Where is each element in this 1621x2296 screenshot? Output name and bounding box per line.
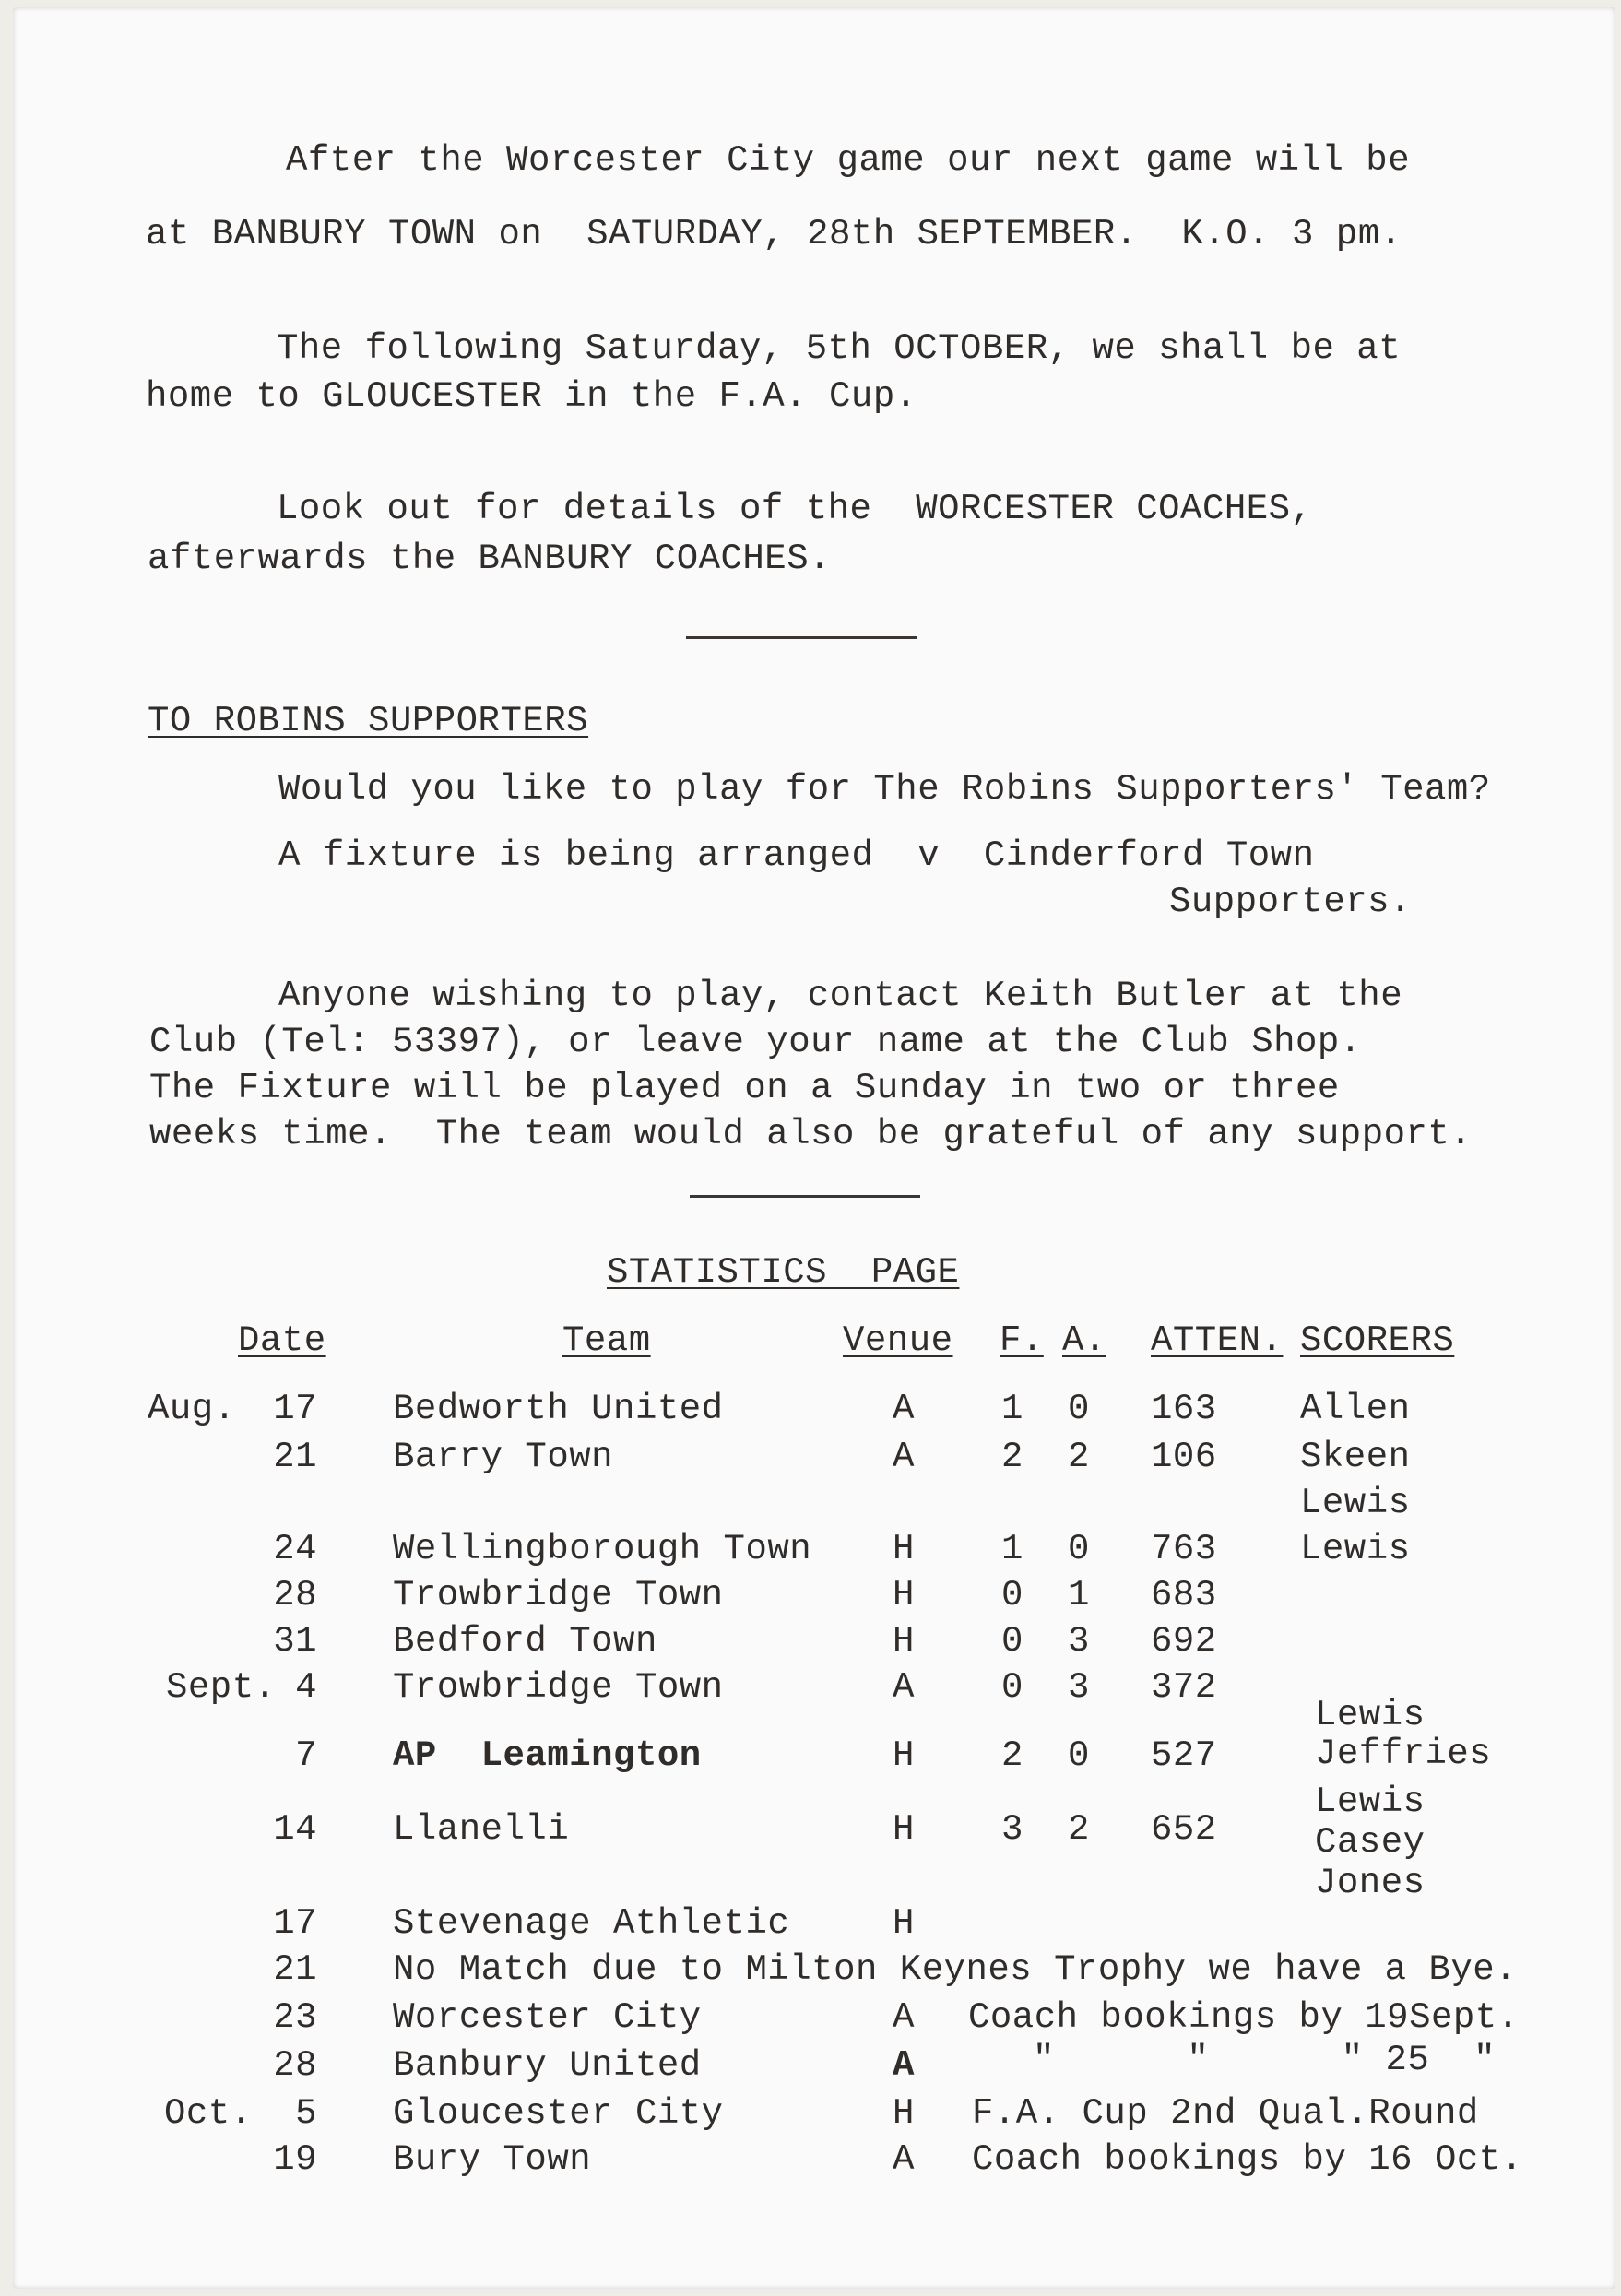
fixture-line-2: Supporters.: [1169, 882, 1412, 922]
row-team: Trowbridge Town: [393, 1575, 724, 1615]
intro-line-3: The following Saturday, 5th OCTOBER, we shall be at: [277, 328, 1402, 369]
intro-line-6: afterwards the BANBURY COACHES.: [148, 538, 832, 579]
row-day: 17: [273, 1389, 317, 1429]
row-attendance: 163: [1151, 1389, 1217, 1429]
row-team: Worcester City: [393, 1997, 702, 2038]
row-scorer: Lewis: [1315, 1695, 1426, 1735]
row-team: Bury Town: [393, 2139, 592, 2180]
row-scorer: Jones: [1315, 1863, 1426, 1903]
row-for: 0: [1001, 1575, 1023, 1615]
row-day: 17: [273, 1903, 317, 1944]
row-venue: H: [893, 1529, 915, 1569]
row-team: Wellingborough Town: [393, 1529, 812, 1569]
header-venue: Venue: [843, 1320, 953, 1361]
row-team: Trowbridge Town: [393, 1667, 724, 1708]
row-venue: A: [893, 1997, 915, 2038]
row-team: No Match due to Milton Keynes Trophy we have a Bye.: [393, 1949, 1518, 1990]
row-scorer: Skeen: [1300, 1437, 1411, 1477]
row-note: F.A. Cup 2nd Qual.Round: [972, 2093, 1479, 2134]
intro-line-1: After the Worcester City game our next game will be: [286, 140, 1411, 181]
row-attendance: 652: [1151, 1809, 1217, 1850]
row-for: 0: [1001, 1621, 1023, 1662]
intro-line-5: Look out for details of the WORCESTER COACHES,: [277, 489, 1313, 529]
row-scorer: Casey: [1315, 1822, 1426, 1863]
row-venue: H: [893, 1735, 915, 1776]
row-venue: A: [893, 2045, 915, 2086]
supporters-question: Would you like to play for The Robins Supporters' Team?: [278, 769, 1491, 810]
row-scorer: Allen: [1300, 1389, 1411, 1429]
row-month: Sept.: [166, 1667, 277, 1708]
row-team: Llanelli: [393, 1809, 570, 1850]
row-day: 24: [273, 1529, 317, 1569]
intro-line-2: at BANBURY TOWN on SATURDAY, 28th SEPTEMBER. K.O. 3 pm.: [146, 214, 1402, 254]
row-against: 1: [1068, 1575, 1090, 1615]
header-scorers: SCORERS: [1300, 1320, 1455, 1361]
row-note: Coach bookings by 16 Oct.: [972, 2139, 1523, 2180]
statistics-title: STATISTICS PAGE: [607, 1252, 960, 1293]
supporters-para-3: The Fixture will be played on a Sunday in two or three: [149, 1068, 1340, 1108]
header-date: Date: [238, 1320, 326, 1361]
divider-1: [686, 636, 917, 639]
row-venue: H: [893, 1575, 915, 1615]
row-scorer: Lewis: [1300, 1483, 1411, 1523]
row-scorer: Jeffries: [1315, 1734, 1492, 1774]
row-for: 1: [1001, 1389, 1023, 1429]
row-day: 7: [295, 1735, 317, 1776]
fixture-line-1: A fixture is being arranged v Cinderford Town: [278, 835, 1315, 876]
row-day: 21: [273, 1949, 317, 1990]
row-team: Stevenage Athletic: [393, 1903, 790, 1944]
row-team: Gloucester City: [393, 2093, 724, 2134]
row-team: Banbury United: [393, 2045, 702, 2086]
row-day: 21: [273, 1437, 317, 1477]
supporters-para-1: Anyone wishing to play, contact Keith Butler at the: [278, 976, 1403, 1016]
row-month: Aug.: [148, 1389, 236, 1429]
row-day: 28: [273, 1575, 317, 1615]
header-against: A.: [1062, 1320, 1106, 1361]
row-month: Oct.: [164, 2093, 253, 2134]
row-against: 3: [1068, 1667, 1090, 1708]
row-team: Bedworth United: [393, 1389, 724, 1429]
row-against: 2: [1068, 1437, 1090, 1477]
row-venue: H: [893, 1621, 915, 1662]
row-venue: H: [893, 1809, 915, 1850]
row-attendance: 763: [1151, 1529, 1217, 1569]
row-day: 4: [295, 1667, 317, 1708]
row-venue: A: [893, 1667, 915, 1708]
row-attendance: 106: [1151, 1437, 1217, 1477]
row-day: 23: [273, 1997, 317, 2038]
header-team: Team: [562, 1320, 651, 1361]
supporters-para-4: weeks time. The team would also be grateful of any support.: [149, 1114, 1473, 1154]
row-venue: H: [893, 2093, 915, 2134]
row-against: 0: [1068, 1529, 1090, 1569]
row-note: " " " 25 ": [1033, 2040, 1496, 2080]
row-venue: H: [893, 1903, 915, 1944]
row-for: 2: [1001, 1735, 1023, 1776]
row-venue: A: [893, 1437, 915, 1477]
row-team: Bedford Town: [393, 1621, 657, 1662]
header-for: F.: [1000, 1320, 1044, 1361]
row-against: 3: [1068, 1621, 1090, 1662]
row-attendance: 692: [1151, 1621, 1217, 1662]
row-day: 14: [273, 1809, 317, 1850]
divider-2: [690, 1195, 920, 1198]
row-note: Coach bookings by 19Sept.: [968, 1997, 1520, 2038]
row-venue: A: [893, 2139, 915, 2180]
row-venue: A: [893, 1389, 915, 1429]
row-day: 31: [273, 1621, 317, 1662]
supporters-heading: TO ROBINS SUPPORTERS: [148, 701, 589, 741]
header-attendance: ATTEN.: [1151, 1320, 1284, 1361]
row-scorer: Lewis: [1300, 1529, 1411, 1569]
intro-line-4: home to GLOUCESTER in the F.A. Cup.: [146, 376, 917, 417]
row-for: 3: [1001, 1809, 1023, 1850]
row-day: 19: [273, 2139, 317, 2180]
row-against: 0: [1068, 1389, 1090, 1429]
programme-page: [13, 7, 1615, 2289]
row-for: 1: [1001, 1529, 1023, 1569]
row-for: 2: [1001, 1437, 1023, 1477]
row-attendance: 683: [1151, 1575, 1217, 1615]
row-scorer: Lewis: [1315, 1781, 1426, 1822]
row-day: 5: [295, 2093, 317, 2134]
row-team: Barry Town: [393, 1437, 614, 1477]
row-attendance: 372: [1151, 1667, 1217, 1708]
row-against: 2: [1068, 1809, 1090, 1850]
row-against: 0: [1068, 1735, 1090, 1776]
supporters-para-2: Club (Tel: 53397), or leave your name at the Club Shop.: [149, 1022, 1362, 1062]
row-team: AP Leamington: [393, 1735, 702, 1776]
row-day: 28: [273, 2045, 317, 2086]
row-for: 0: [1001, 1667, 1023, 1708]
row-attendance: 527: [1151, 1735, 1217, 1776]
